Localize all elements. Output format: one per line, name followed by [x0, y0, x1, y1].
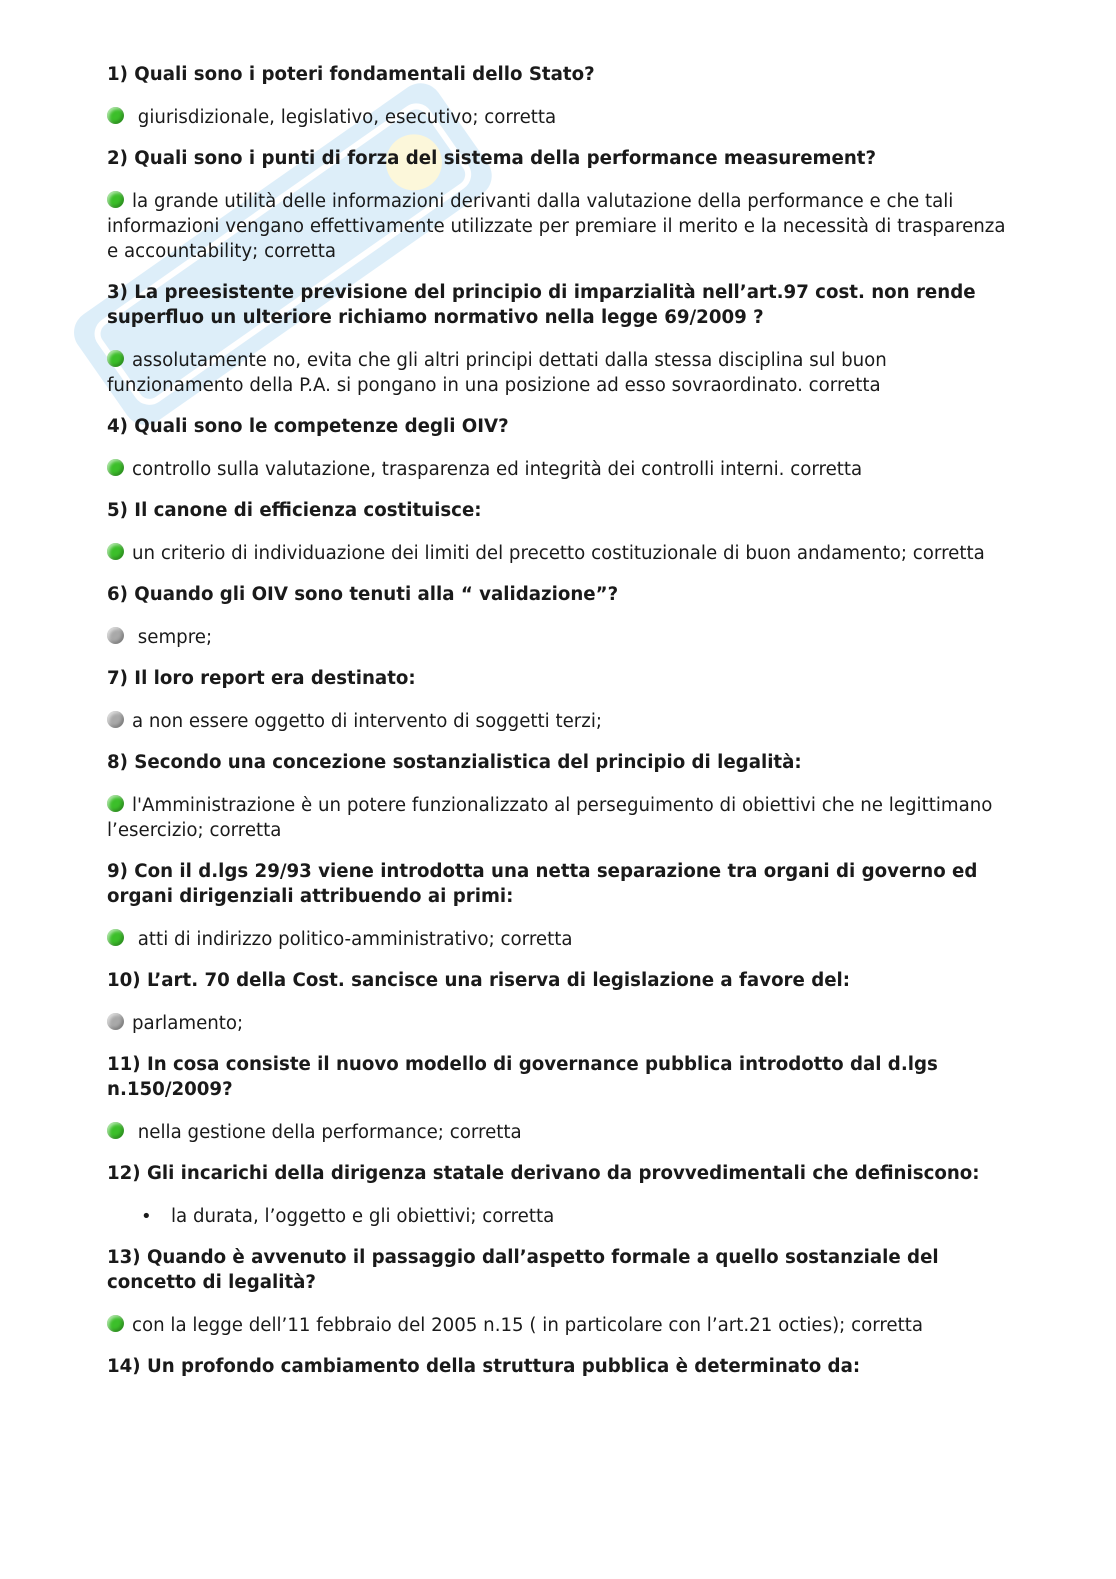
question-9: 9) Con il d.lgs 29/93 viene introdotta una netta separazione tra organi di governo ed organi dirigenziali attribuendo ai primi: [107, 861, 978, 907]
correct-indicator-icon [107, 795, 124, 812]
correct-indicator-icon [107, 191, 124, 208]
answer-7 [107, 709, 1007, 734]
question-12: 12) Gli incarichi della dirigenza statale derivano da provvedimentali che definiscono: [107, 1163, 980, 1184]
correct-indicator-icon [107, 459, 124, 476]
answer-text: sempre; [132, 627, 213, 648]
answer-text: controllo sulla valutazione, trasparenza ed integrità dei controlli interni. corretta [132, 459, 863, 480]
answer-text: nella gestione della performance; corretta [132, 1122, 522, 1143]
question-5: 5) Il canone di efficienza costituisce: [107, 500, 482, 521]
answer-text: assolutamente no, evita che gli altri principi dettati dalla stessa disciplina sul buon funzionamento della P.A. si pongano in una posizione ad esso sovraordinato. corretta [107, 350, 887, 396]
question-7: 7) Il loro report era destinato: [107, 668, 416, 689]
document-body [107, 62, 1007, 1397]
correct-indicator-icon [107, 1315, 124, 1332]
answer-3 [107, 348, 1007, 398]
question-11: 11) In cosa consiste il nuovo modello di governance pubblica introdotto dal d.lgs n.150/2009? [107, 1054, 938, 1100]
qa-list [107, 62, 1007, 1379]
question-1: 1) Quali sono i poteri fondamentali dello Stato? [107, 64, 595, 85]
answer-4 [107, 457, 1007, 482]
answer-12 [107, 1204, 1007, 1229]
neutral-indicator-icon [107, 1013, 124, 1030]
answer-8 [107, 793, 1007, 843]
question-8: 8) Secondo una concezione sostanzialistica del principio di legalità: [107, 752, 802, 773]
answer-text: parlamento; [132, 1013, 244, 1034]
answer-text: l'Amministrazione è un potere funzionalizzato al perseguimento di obiettivi che ne legittimano l’esercizio; corretta [107, 795, 993, 841]
bullet-icon: • [141, 1206, 152, 1227]
question-14: 14) Un profondo cambiamento della struttura pubblica è determinato da: [107, 1356, 861, 1377]
answer-6 [107, 625, 1007, 650]
question-4: 4) Quali sono le competenze degli OIV? [107, 416, 509, 437]
answer-text: la grande utilità delle informazioni derivanti dalla valutazione della performance e che tali informazioni vengano effettivamente utilizzate per premiare il merito e la necessità di trasparenza e accountability; corretta [107, 191, 1006, 262]
answer-11 [107, 1120, 1007, 1145]
question-6: 6) Quando gli OIV sono tenuti alla “ validazione”? [107, 584, 619, 605]
answer-text: giurisdizionale, legislativo, esecutivo; corretta [132, 107, 557, 128]
answer-text: atti di indirizzo politico-amministrativo; corretta [132, 929, 573, 950]
answer-9 [107, 927, 1007, 952]
answer-1 [107, 105, 1007, 130]
correct-indicator-icon [107, 929, 124, 946]
answer-text: con la legge dell’11 febbraio del 2005 n.15 ( in particolare con l’art.21 octies); corretta [132, 1315, 924, 1336]
question-13: 13) Quando è avvenuto il passaggio dall’aspetto formale a quello sostanziale del concetto di legalità? [107, 1247, 939, 1293]
answer-5 [107, 541, 1007, 566]
answer-13 [107, 1313, 1007, 1338]
question-10: 10) L’art. 70 della Cost. sancisce una riserva di legislazione a favore del: [107, 970, 851, 991]
correct-indicator-icon [107, 350, 124, 367]
answer-2 [107, 189, 1007, 264]
neutral-indicator-icon [107, 627, 124, 644]
question-3: 3) La preesistente previsione del principio di imparzialità nell’art.97 cost. non rende superfluo un ulteriore richiamo normativo nella legge 69/2009 ? [107, 282, 976, 328]
answer-text: a non essere oggetto di intervento di soggetti terzi; [132, 711, 603, 732]
correct-indicator-icon [107, 107, 124, 124]
answer-text: la durata, l’oggetto e gli obiettivi; corretta [171, 1206, 555, 1227]
correct-indicator-icon [107, 1122, 124, 1139]
answer-text: un criterio di individuazione dei limiti del precetto costituzionale di buon andamento; corretta [132, 543, 985, 564]
correct-indicator-icon [107, 543, 124, 560]
answer-10 [107, 1011, 1007, 1036]
question-2: 2) Quali sono i punti di forza del sistema della performance measurement? [107, 148, 877, 169]
neutral-indicator-icon [107, 711, 124, 728]
